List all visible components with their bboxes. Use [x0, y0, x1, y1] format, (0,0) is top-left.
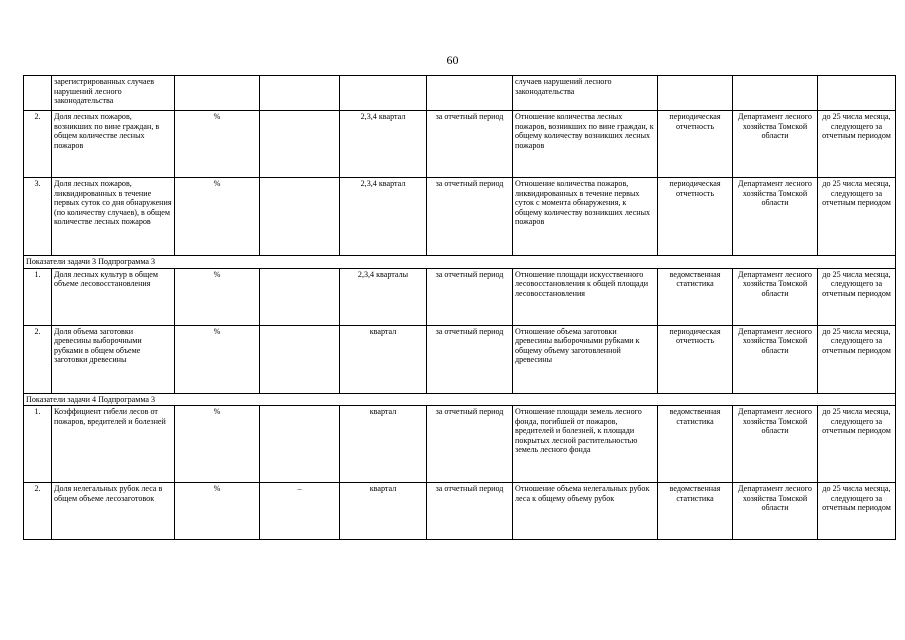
cell-unit: %	[175, 111, 260, 178]
cell-source: ведомственная статистика	[658, 268, 733, 325]
cell-unit: %	[175, 483, 260, 540]
cell-source: периодическая отчетность	[658, 325, 733, 393]
cell-quarter: квартал	[340, 406, 427, 483]
cell-responsible: Департамент лесного хозяйства Томской области	[733, 111, 818, 178]
cell-deadline: до 25 числа месяца, следующего за отчетным периодом	[818, 111, 896, 178]
cell-responsible: Департамент лесного хозяйства Томской области	[733, 406, 818, 483]
cell-responsible: Департамент лесного хозяйства Томской области	[733, 483, 818, 540]
cell-responsible: Департамент лесного хозяйства Томской области	[733, 178, 818, 256]
indicators-table	[23, 75, 896, 540]
cell-no: 1.	[24, 406, 52, 483]
cell-quarter: 2,3,4 квартал	[340, 178, 427, 256]
cell-period: за отчетный период	[427, 111, 513, 178]
cell-base	[260, 325, 340, 393]
cell-base	[260, 76, 340, 111]
cell-deadline: до 25 числа месяца, следующего за отчетным периодом	[818, 406, 896, 483]
cell-period: за отчетный период	[427, 268, 513, 325]
cell-method: Отношение количества пожаров, ликвидированных в течение первых суток с момента обнаружения, к общему количеству возникших лесных пожаров	[513, 178, 658, 256]
cell-period	[427, 76, 513, 111]
cell-no: 1.	[24, 268, 52, 325]
cell-unit: %	[175, 268, 260, 325]
cell-base: –	[260, 483, 340, 540]
table-row	[24, 111, 896, 178]
cell-source	[658, 76, 733, 111]
cell-unit: %	[175, 178, 260, 256]
cell-no: 2.	[24, 325, 52, 393]
cell-method: Отношение количества лесных пожаров, возникших по вине граждан, к общему количеству возникших лесных пожаров	[513, 111, 658, 178]
cell-base	[260, 178, 340, 256]
table-row-continuation	[24, 76, 896, 111]
cell-responsible	[733, 76, 818, 111]
cell-indicator: зарегистрированных случаев нарушений лесного законодательства	[52, 76, 175, 111]
cell-period: за отчетный период	[427, 178, 513, 256]
cell-period: за отчетный период	[427, 406, 513, 483]
cell-deadline	[818, 76, 896, 111]
cell-no	[24, 76, 52, 111]
cell-no: 3.	[24, 178, 52, 256]
cell-indicator: Доля лесных культур в общем объеме лесовосстановления	[52, 268, 175, 325]
table-row	[24, 325, 896, 393]
cell-quarter: 2,3,4 квартал	[340, 111, 427, 178]
cell-base	[260, 268, 340, 325]
section-header-row	[24, 393, 896, 406]
cell-base	[260, 111, 340, 178]
table-row	[24, 178, 896, 256]
cell-no: 2.	[24, 111, 52, 178]
cell-no: 2.	[24, 483, 52, 540]
cell-unit: %	[175, 325, 260, 393]
cell-period: за отчетный период	[427, 325, 513, 393]
cell-method: Отношение площади земель лесного фонда, погибшей от пожаров, вредителей и болезней, к площади покрытых лесной растительностью земель лесного фонда	[513, 406, 658, 483]
cell-source: периодическая отчетность	[658, 111, 733, 178]
cell-deadline: до 25 числа месяца, следующего за отчетным периодом	[818, 325, 896, 393]
cell-method: Отношение объема нелегальных рубок леса к общему объему рубок	[513, 483, 658, 540]
cell-method: случаев нарушений лесного законодательства	[513, 76, 658, 111]
cell-quarter: квартал	[340, 325, 427, 393]
cell-responsible: Департамент лесного хозяйства Томской области	[733, 325, 818, 393]
cell-unit	[175, 76, 260, 111]
cell-quarter	[340, 76, 427, 111]
cell-indicator: Коэффициент гибели лесов от пожаров, вредителей и болезней	[52, 406, 175, 483]
cell-base	[260, 406, 340, 483]
cell-source: периодическая отчетность	[658, 178, 733, 256]
cell-deadline: до 25 числа месяца, следующего за отчетным периодом	[818, 483, 896, 540]
cell-method: Отношение объема заготовки древесины выборочными рубками к общему объему заготовленной древесины	[513, 325, 658, 393]
section-header: Показатели задачи 4 Подпрограмма 3	[24, 393, 896, 406]
cell-indicator: Доля объема заготовки древесины выборочными рубками в общем объеме заготовки древесины	[52, 325, 175, 393]
page-number: 60	[446, 53, 459, 67]
section-header-row	[24, 256, 896, 269]
cell-method: Отношение площади искусственного лесовосстановления к общей площади лесовосстановления	[513, 268, 658, 325]
cell-indicator: Доля нелегальных рубок леса в общем объеме лесозаготовок	[52, 483, 175, 540]
cell-indicator: Доля лесных пожаров, возникших по вине граждан, в общем количестве лесных пожаров	[52, 111, 175, 178]
cell-source: ведомственная статистика	[658, 483, 733, 540]
cell-source: ведомственная статистика	[658, 406, 733, 483]
table-row	[24, 406, 896, 483]
cell-deadline: до 25 числа месяца, следующего за отчетным периодом	[818, 178, 896, 256]
cell-indicator: Доля лесных пожаров, ликвидированных в течение первых суток со дня обнаружения (по количеству случаев), в общем количестве лесных пожаров	[52, 178, 175, 256]
cell-quarter: 2,3,4 кварталы	[340, 268, 427, 325]
cell-period: за отчетный период	[427, 483, 513, 540]
section-header: Показатели задачи 3 Подпрограмма 3	[24, 256, 896, 269]
table-row	[24, 483, 896, 540]
cell-deadline: до 25 числа месяца, следующего за отчетным периодом	[818, 268, 896, 325]
cell-responsible: Департамент лесного хозяйства Томской области	[733, 268, 818, 325]
cell-unit: %	[175, 406, 260, 483]
table-row	[24, 268, 896, 325]
cell-quarter: квартал	[340, 483, 427, 540]
